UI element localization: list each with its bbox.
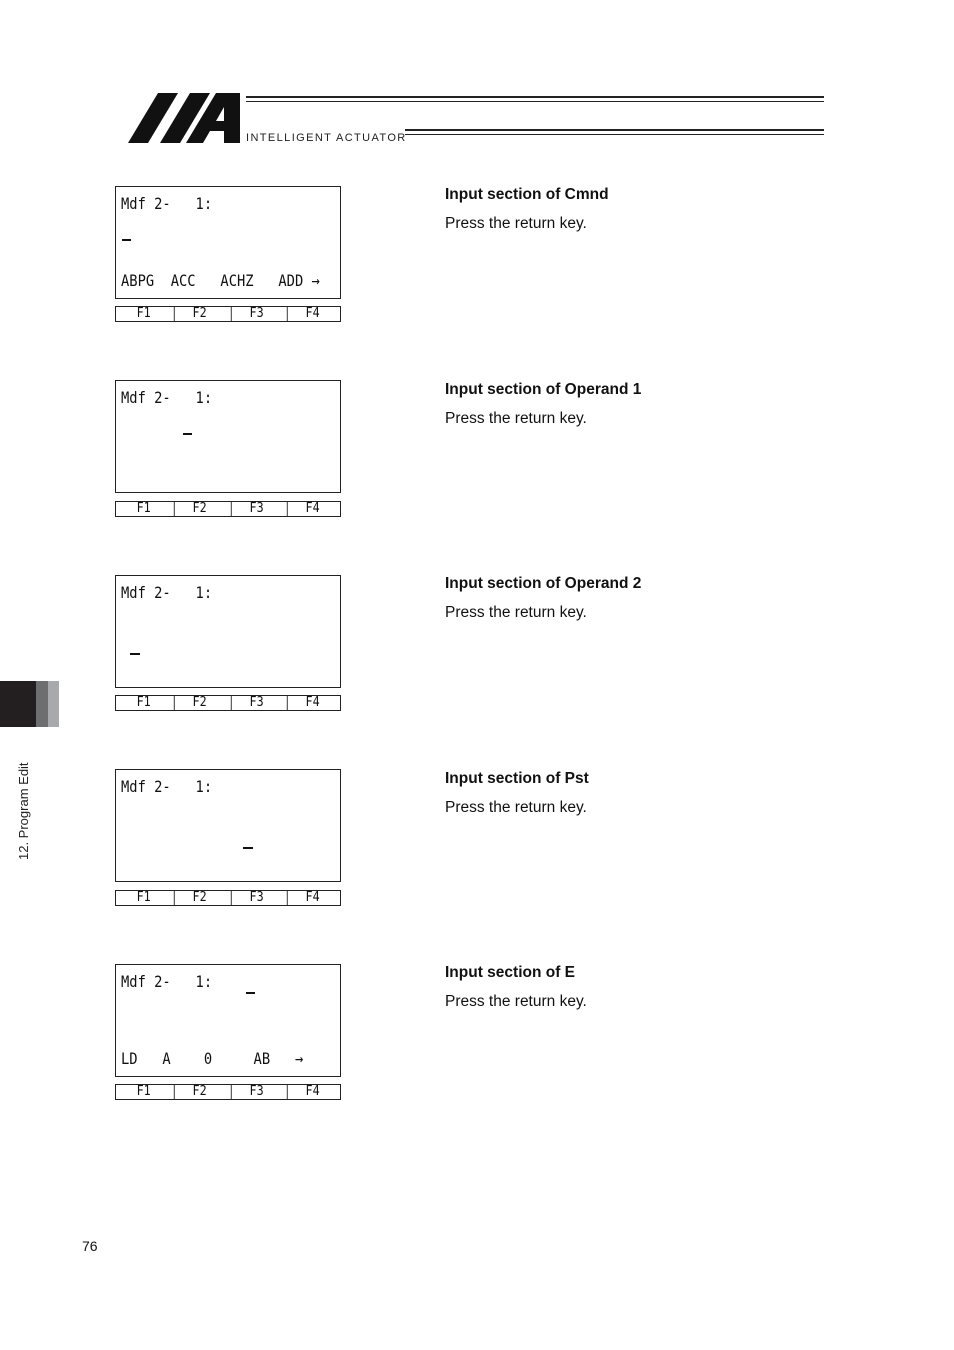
lcd-screen-pst: [115, 769, 341, 882]
f1-key[interactable]: F1: [136, 306, 151, 321]
step-desc: Press the return key.: [445, 215, 587, 232]
lcd-screen-cmnd: [115, 186, 341, 299]
f1-key[interactable]: F1: [136, 890, 151, 905]
function-keys: [115, 501, 341, 517]
f3-key[interactable]: F3: [230, 696, 281, 710]
function-keys: [115, 890, 341, 906]
f3-key[interactable]: F3: [230, 1085, 281, 1099]
chapter-label: 12. Program Edit: [16, 762, 31, 860]
lcd-line-1: Mdf 2- 1:: [121, 583, 213, 602]
chapter-tab-mid: [36, 681, 48, 727]
function-keys: [115, 1084, 341, 1100]
f2-key[interactable]: F2: [174, 307, 225, 321]
header-rule-top-thin: [246, 101, 824, 102]
f2-key[interactable]: F2: [174, 891, 225, 905]
step-desc: Press the return key.: [445, 993, 587, 1010]
lcd-line-1: Mdf 2- 1:: [121, 388, 213, 407]
lcd-line-3: LD A 0 AB →: [121, 1049, 304, 1068]
f3-key[interactable]: F3: [230, 307, 281, 321]
step-desc: Press the return key.: [445, 604, 587, 621]
page-number: 76: [82, 1238, 98, 1254]
step-title: Input section of Cmnd: [445, 186, 609, 203]
step-desc: Press the return key.: [445, 799, 587, 816]
brand-name: INTELLIGENT ACTUATOR: [246, 132, 407, 144]
f2-key[interactable]: F2: [174, 502, 225, 516]
step-title: Input section of E: [445, 964, 576, 981]
header-rule-top: [246, 96, 824, 98]
lcd-line-1: Mdf 2- 1:: [121, 972, 213, 991]
lcd-screen-operand2: [115, 575, 341, 688]
lcd-line-1: Mdf 2- 1:: [121, 777, 213, 796]
f1-key[interactable]: F1: [136, 695, 151, 710]
chapter-tab-dark: [0, 681, 36, 727]
iai-logo: [128, 93, 244, 145]
lcd-cursor: [243, 847, 253, 849]
function-keys: [115, 695, 341, 711]
f3-key[interactable]: F3: [230, 891, 281, 905]
lcd-cursor: [183, 433, 192, 435]
f1-key[interactable]: F1: [136, 501, 151, 516]
lcd-cursor: [130, 653, 140, 655]
f2-key[interactable]: F2: [174, 1085, 225, 1099]
step-desc: Press the return key.: [445, 410, 587, 427]
header-rule-bottom: [405, 129, 824, 131]
lcd-screen-e: [115, 964, 341, 1077]
f1-key[interactable]: F1: [136, 1084, 151, 1099]
lcd-cursor: [246, 992, 255, 994]
lcd-screen-operand1: [115, 380, 341, 493]
function-keys: [115, 306, 341, 322]
f4-key[interactable]: F4: [287, 307, 338, 321]
header-rule-bottom-thin: [405, 134, 824, 135]
chapter-tab-light: [48, 681, 59, 727]
f4-key[interactable]: F4: [287, 696, 338, 710]
f4-key[interactable]: F4: [287, 891, 338, 905]
f4-key[interactable]: F4: [287, 1085, 338, 1099]
step-title: Input section of Pst: [445, 770, 589, 787]
f2-key[interactable]: F2: [174, 696, 225, 710]
f4-key[interactable]: F4: [287, 502, 338, 516]
f3-key[interactable]: F3: [230, 502, 281, 516]
lcd-line-1: Mdf 2- 1:: [121, 194, 213, 213]
lcd-line-3: ABPG ACC ACHZ ADD →: [121, 271, 320, 290]
lcd-cursor: [122, 239, 131, 241]
step-title: Input section of Operand 1: [445, 381, 642, 398]
step-title: Input section of Operand 2: [445, 575, 642, 592]
